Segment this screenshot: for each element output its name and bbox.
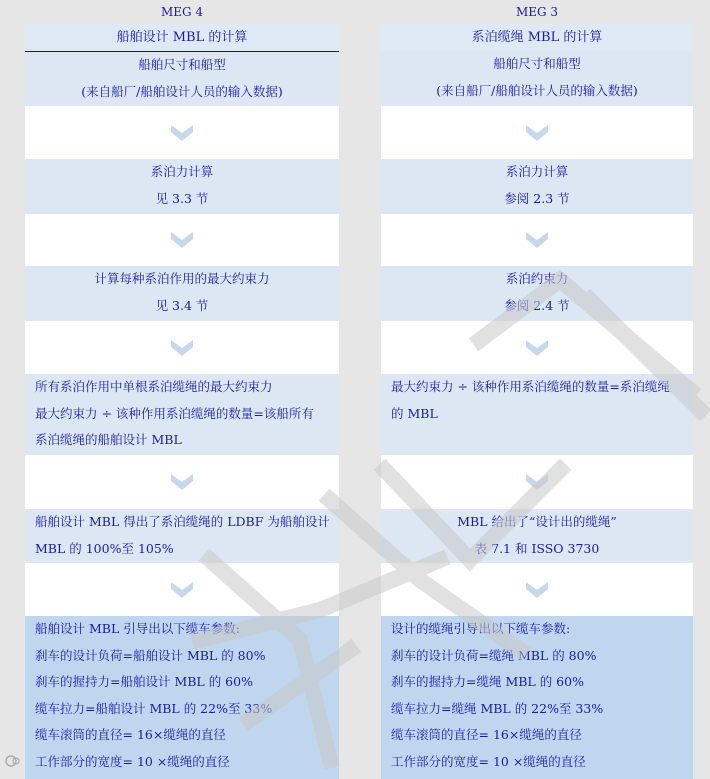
left-title: 船舶设计 MBL 的计算 xyxy=(25,24,339,52)
right-step-2-line-1: 系泊力计算 xyxy=(505,164,569,179)
left-arrow-1 xyxy=(25,106,339,159)
right-step-5-line-1: MBL 给出了“设计出的缆绳” xyxy=(457,514,617,529)
left-arrow-5 xyxy=(25,563,339,616)
chevron-down-icon xyxy=(524,472,550,492)
right-step-3-line-1: 系泊约束力 xyxy=(505,271,569,286)
right-step-4-line-2: 的 MBL xyxy=(391,405,438,421)
left-arrow-3 xyxy=(25,321,339,374)
left-header: MEG 4 xyxy=(160,5,204,19)
right-arrow-2 xyxy=(381,214,693,266)
right-step-6-line-3: 刹车的握持力=缆绳 MBL 的 60% xyxy=(391,674,584,689)
left-step-4-line-2: 最大约束力 ÷ 该种作用系泊缆绳的数量=该船所有 xyxy=(35,405,314,421)
left-step-6-line-3: 刹车的握持力=船舶设计 MBL 的 60% xyxy=(35,674,253,689)
left-step-1 xyxy=(25,52,339,106)
right-step-3-line-2: 参阅 2.4 节 xyxy=(504,297,570,313)
left-step-3 xyxy=(25,266,339,321)
chevron-down-icon xyxy=(169,580,195,600)
right-step-1-line-1: 船舶尺寸和船型 xyxy=(493,56,581,71)
right-step-1 xyxy=(381,51,693,106)
left-arrow-2 xyxy=(25,214,339,266)
right-step-4 xyxy=(381,374,693,455)
left-step-4-line-3: 系泊缆绳的船舶设计 MBL xyxy=(35,432,182,447)
right-step-5-line-2: 表 7.1 和 ISSO 3730 xyxy=(474,540,600,556)
right-step-5 xyxy=(381,509,693,563)
right-arrow-1 xyxy=(381,106,693,159)
left-arrow-4 xyxy=(25,455,339,509)
chevron-down-icon xyxy=(169,123,195,143)
left-step-2-line-1: 系泊力计算 xyxy=(150,164,214,179)
right-step-6 xyxy=(381,616,693,779)
logo-icon xyxy=(4,754,22,771)
chevron-down-icon xyxy=(524,230,550,250)
left-step-5-line-2: MBL 的 100%至 105% xyxy=(35,540,174,556)
logo-mark-icon xyxy=(4,754,22,768)
chevron-down-icon xyxy=(169,338,195,358)
chevron-down-icon xyxy=(524,338,550,358)
right-step-4-line-1: 最大约束力 ÷ 该种作用系泊缆绳的数量=系泊缆绳 xyxy=(391,379,670,394)
left-step-5 xyxy=(25,509,339,563)
left-step-2 xyxy=(25,159,339,214)
chevron-down-icon xyxy=(524,123,550,143)
right-step-6-line-1: 设计的缆绳引导出以下缆车参数: xyxy=(391,621,571,636)
left-step-2-line-2: 见 3.3 节 xyxy=(155,190,209,206)
left-step-3-line-1: 计算每种系泊作用的最大约束力 xyxy=(94,271,270,286)
left-step-4-line-1: 所有系泊作用中单根系泊缆绳的最大约束力 xyxy=(35,379,273,394)
left-step-3-line-2: 见 3.4 节 xyxy=(155,297,209,313)
left-step-6-line-1: 船舶设计 MBL 引导出以下缆车参数: xyxy=(35,621,240,636)
right-header: MEG 3 xyxy=(515,5,559,19)
right-arrow-3 xyxy=(381,321,693,374)
left-step-6-line-2: 刹车的设计负荷=船舶设计 MBL 的 80% xyxy=(35,647,266,663)
right-title: 系泊缆绳 MBL 的计算 xyxy=(381,24,693,51)
right-step-6-line-6: 工作部分的宽度= 10 ×缆绳的直径 xyxy=(391,753,586,769)
left-step-6-line-6: 工作部分的宽度= 10 ×缆绳的直径 xyxy=(35,753,230,769)
right-arrow-5 xyxy=(381,563,693,616)
right-step-6-line-2: 刹车的设计负荷=缆绳 MBL 的 80% xyxy=(391,647,597,663)
chevron-down-icon xyxy=(169,472,195,492)
left-step-6 xyxy=(25,616,339,779)
right-step-1-line-2: (来自船厂/船舶设计人员的输入数据) xyxy=(436,82,638,98)
left-step-1-line-1: 船舶尺寸和船型 xyxy=(138,57,226,72)
right-arrow-4 xyxy=(381,455,693,509)
right-column xyxy=(381,0,693,779)
right-step-3 xyxy=(381,266,693,321)
right-step-6-line-4: 缆车拉力=缆绳 MBL 的 22%至 33% xyxy=(391,700,604,716)
left-column xyxy=(25,0,339,779)
left-step-6-line-5: 缆车滚筒的直径= 16×缆绳的直径 xyxy=(35,727,226,742)
chevron-down-icon xyxy=(524,580,550,600)
right-step-2 xyxy=(381,159,693,214)
right-step-2-line-2: 参阅 2.3 节 xyxy=(504,190,570,206)
left-step-4 xyxy=(25,374,339,455)
left-step-1-line-2: (来自船厂/船舶设计人员的输入数据) xyxy=(81,83,283,99)
right-step-6-line-5: 缆车滚筒的直径= 16×缆绳的直径 xyxy=(391,727,582,742)
chevron-down-icon xyxy=(169,230,195,250)
left-step-6-line-4: 缆车拉力=船舶设计 MBL 的 22%至 33% xyxy=(35,700,273,716)
left-step-5-line-1: 船舶设计 MBL 得出了系泊缆绳的 LDBF 为船舶设计 xyxy=(35,514,330,529)
